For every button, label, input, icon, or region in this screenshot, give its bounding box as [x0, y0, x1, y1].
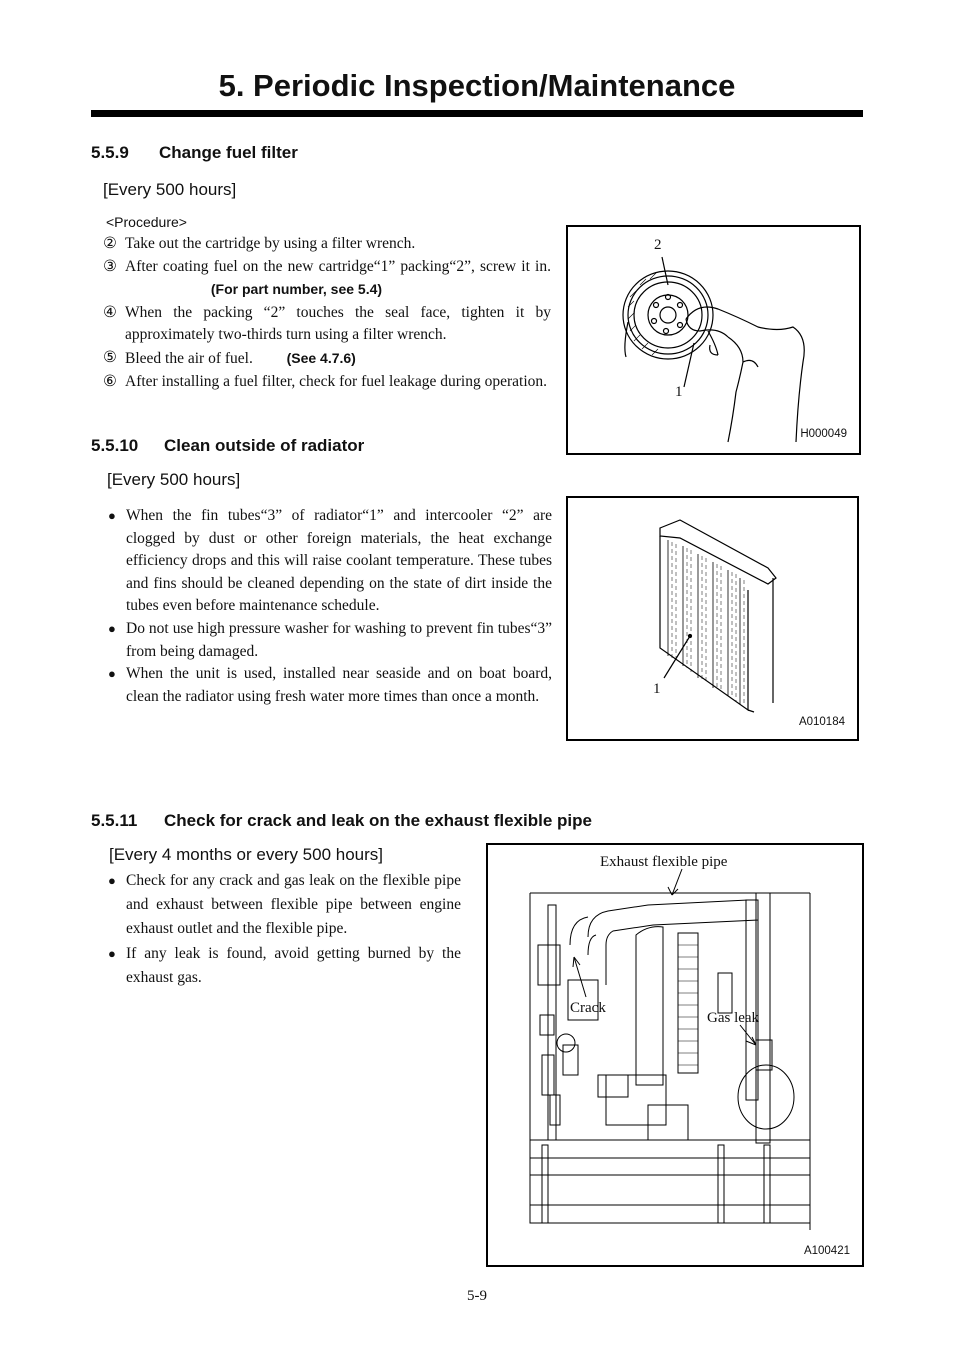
figure-fuel-filter: [566, 225, 861, 455]
section-heading-5-5-11: [91, 811, 592, 831]
step-text: Bleed the air of fuel.: [125, 349, 253, 367]
radiator-bullets: [108, 505, 552, 708]
callout-label: Gas leak: [707, 1010, 760, 1026]
figure-code: A010184: [798, 716, 845, 728]
bullet-item: [108, 869, 461, 942]
step-reference: (For part number, see 5.4): [210, 281, 383, 298]
callout-label: 1: [675, 384, 683, 400]
bullet-item: [108, 505, 552, 618]
step-item: [103, 302, 551, 347]
callout-label: 2: [654, 237, 662, 253]
bullet-text: When the fin tubes“3” of radiator“1” and intercooler “2” are clogged by dust or other foreign materials, the heat exchange efficiency drops and this will raise coolant temperature. These tubes and fins should be cleaned depending on the state of dirt inside the tubes even before maintenance schedule.: [126, 507, 552, 615]
bullet-item: [108, 942, 461, 990]
section-title: Change fuel filter: [159, 143, 298, 162]
procedure-label: <Procedure>: [106, 214, 187, 230]
bullet-item: [108, 618, 552, 663]
figure-code: A100421: [803, 1245, 850, 1257]
interval-label: [Every 500 hours]: [107, 470, 241, 489]
section-number: 5.5.10: [91, 436, 139, 455]
section-number: 5.5.9: [91, 143, 129, 162]
interval-label: [Every 4 months or every 500 hours]: [109, 845, 384, 864]
section-number: 5.5.11: [91, 811, 138, 830]
step-marker: ④: [103, 303, 117, 321]
step-marker: ⑤: [103, 348, 117, 366]
section-title: Check for crack and leak on the exhaust flexible pipe: [164, 811, 592, 830]
step-item: [103, 371, 551, 394]
step-item: [103, 233, 551, 256]
step-text: When the packing “2” touches the seal face, tighten it by approximately two-thirds turn using a filter wrench.: [125, 303, 551, 344]
procedure-steps: [103, 233, 551, 393]
step-item: [103, 347, 551, 371]
bullet-dot-icon: ●: [108, 620, 116, 636]
figure-exhaust: [486, 843, 864, 1267]
step-text: After coating fuel on the new cartridge“1” packing“2”, screw it in.: [125, 257, 551, 275]
exhaust-bullets: [108, 869, 461, 990]
section-heading-5-5-10: [91, 436, 364, 456]
bullet-dot-icon: ●: [108, 873, 116, 888]
figure-code: H000049: [800, 428, 847, 440]
step-marker: ③: [103, 257, 117, 275]
step-marker: ⑥: [103, 372, 117, 390]
page-number: 5-9: [467, 1288, 487, 1304]
callout-label: 1: [653, 681, 661, 697]
bullet-text: When the unit is used, installed near seaside and on boat board, clean the radiator using fresh water more times than once a month.: [126, 665, 552, 705]
step-item: [103, 256, 551, 302]
step-text: After installing a fuel filter, check for fuel leakage during operation.: [125, 372, 548, 390]
callout-label: Crack: [570, 1000, 606, 1016]
radiator-illustration: [568, 498, 857, 739]
page-title: 5. Periodic Inspection/Maintenance: [218, 68, 736, 103]
title-rule: [91, 110, 863, 117]
bullet-text: If any leak is found, avoid getting burned by the exhaust gas.: [126, 944, 461, 986]
bullet-dot-icon: ●: [108, 508, 116, 523]
interval-label: [Every 500 hours]: [103, 180, 237, 199]
bullet-dot-icon: ●: [108, 945, 116, 961]
fuel-filter-illustration: [568, 227, 859, 453]
step-text: Take out the cartridge by using a filter wrench.: [125, 235, 416, 252]
section-title: Clean outside of radiator: [164, 436, 365, 455]
figure-radiator: [566, 496, 859, 741]
bullet-text: Do not use high pressure washer for washing to prevent fin tubes“3” from being damaged.: [126, 619, 552, 660]
step-marker: ②: [103, 235, 117, 252]
exhaust-illustration: [488, 845, 862, 1265]
callout-label: Exhaust flexible pipe: [600, 854, 728, 870]
step-reference: (See 4.7.6): [286, 349, 356, 366]
bullet-text: Check for any crack and gas leak on the flexible pipe and exhaust between flexible pipe between engine exhaust outlet and the flexible pipe.: [126, 872, 461, 938]
bullet-item: [108, 663, 552, 708]
section-heading-5-5-9: [91, 143, 298, 163]
bullet-dot-icon: ●: [108, 666, 116, 682]
